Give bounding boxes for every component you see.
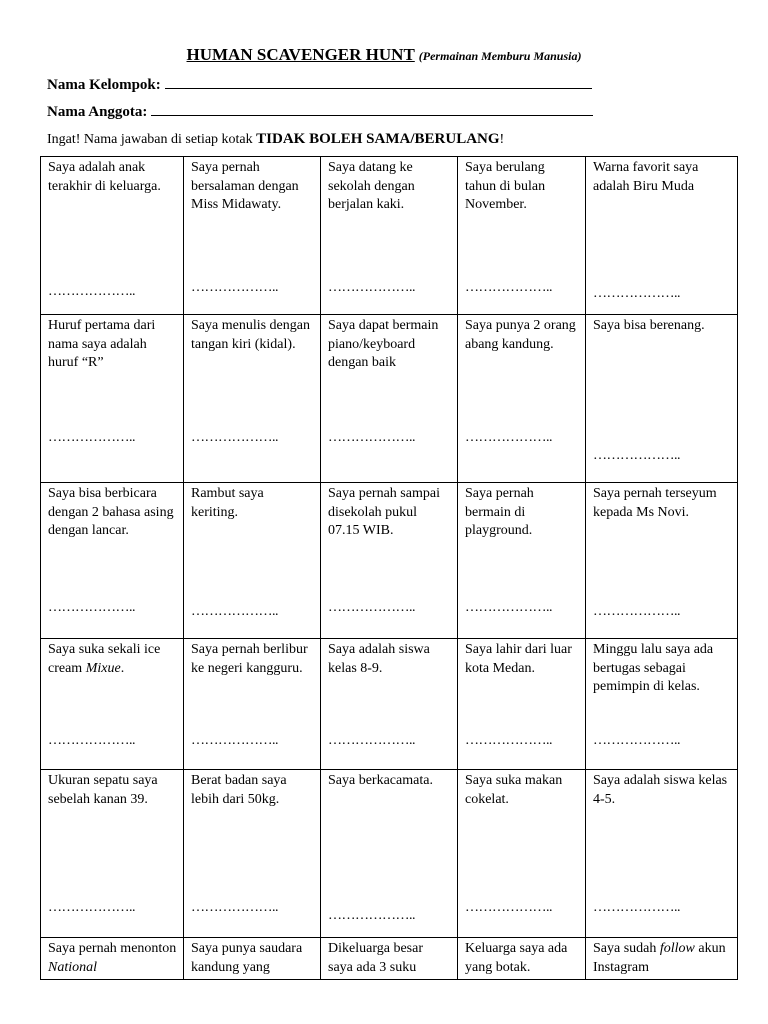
- members-label: Nama Anggota:: [47, 104, 148, 120]
- title-subtitle: (Permainan Memburu Manusia): [418, 49, 582, 63]
- grid-cell: [320, 314, 457, 482]
- grid-cell: [585, 937, 738, 980]
- grid-cell: [320, 937, 457, 980]
- cell-prompt: [48, 641, 177, 678]
- scavenger-grid: [40, 156, 738, 980]
- cell-prompt: Saya lahir dari luar kota Medan.: [465, 642, 572, 676]
- prompt-text: Saya suka sekali ice cream: [48, 642, 161, 676]
- grid-cell: [40, 314, 183, 482]
- cell-prompt: Saya pernah bermain di playground.: [465, 486, 534, 538]
- answer-line[interactable]: ………………..: [593, 286, 680, 301]
- answer-line[interactable]: ………………..: [191, 280, 278, 295]
- grid-cell: [40, 156, 183, 314]
- answer-line[interactable]: ………………..: [48, 284, 135, 299]
- grid-cell: [585, 156, 738, 314]
- cell-prompt: Saya pernah berlibur ke negeri kangguru.: [191, 642, 308, 676]
- answer-line[interactable]: ………………..: [465, 900, 552, 915]
- grid-cell: [457, 482, 585, 638]
- cell-prompt: Saya punya 2 orang abang kandung.: [465, 318, 576, 352]
- cell-prompt: Minggu lalu saya ada bertugas sebagai pemimpin di kelas.: [593, 642, 714, 694]
- cell-prompt: Saya pernah terseyum kepada Ms Novi.: [593, 486, 717, 520]
- answer-line[interactable]: ………………..: [191, 604, 278, 619]
- grid-cell: [457, 769, 585, 937]
- members-blank: [151, 103, 593, 116]
- prompt-emphasis: National: [48, 959, 98, 975]
- cell-prompt: Rambut saya keriting.: [191, 486, 264, 520]
- cell-prompt: Dikeluarga besar saya ada 3 suku: [328, 941, 423, 975]
- answer-line[interactable]: ………………..: [191, 733, 278, 748]
- prompt-emphasis: Mixue: [85, 660, 121, 676]
- grid-cell: [320, 156, 457, 314]
- grid-cell: [320, 482, 457, 638]
- prompt-text: Saya sudah: [593, 941, 660, 956]
- cell-prompt: Saya menulis dengan tangan kiri (kidal).: [191, 318, 310, 352]
- grid-cell: [40, 638, 183, 769]
- cell-prompt: Huruf pertama dari nama saya adalah huruf “R”: [48, 318, 156, 370]
- grid-cell: [183, 937, 320, 980]
- answer-line[interactable]: ………………..: [593, 604, 680, 619]
- cell-prompt: Saya adalah siswa kelas 4-5.: [593, 773, 728, 807]
- grid-cell: [183, 314, 320, 482]
- cell-prompt: Keluarga saya ada yang botak.: [465, 941, 568, 975]
- answer-line[interactable]: ………………..: [593, 900, 680, 915]
- cell-prompt: Saya dapat bermain piano/keyboard dengan baik: [328, 318, 439, 370]
- cell-prompt: Saya pernah bersalaman dengan Miss Midawaty.: [191, 160, 299, 212]
- cell-prompt: Saya adalah anak terakhir di keluarga.: [48, 160, 161, 194]
- cell-prompt: [48, 940, 177, 977]
- note-emphasis: TIDAK BOLEH SAMA/BERULANG: [256, 131, 500, 147]
- answer-line[interactable]: ………………..: [328, 600, 415, 615]
- answer-line[interactable]: ………………..: [465, 430, 552, 445]
- answer-line[interactable]: ………………..: [328, 733, 415, 748]
- instruction-note: [47, 131, 504, 148]
- note-prefix: Ingat! Nama jawaban di setiap kotak: [47, 132, 257, 147]
- answer-line[interactable]: ………………..: [328, 280, 415, 295]
- group-name-field: [47, 76, 592, 94]
- answer-line[interactable]: ………………..: [465, 733, 552, 748]
- answer-line[interactable]: ………………..: [593, 733, 680, 748]
- grid-cell: [40, 482, 183, 638]
- grid-cell: [183, 156, 320, 314]
- answer-line[interactable]: ………………..: [593, 448, 680, 463]
- cell-prompt: Berat badan saya lebih dari 50kg.: [191, 773, 287, 807]
- grid-cell: [40, 937, 183, 980]
- prompt-text: Saya pernah menonton: [48, 941, 177, 956]
- cell-prompt: Saya bisa berenang.: [593, 318, 705, 333]
- grid-cell: [320, 638, 457, 769]
- title-main: HUMAN SCAVENGER HUNT: [186, 45, 415, 64]
- grid-cell: [320, 769, 457, 937]
- grid-cell: [585, 638, 738, 769]
- answer-line[interactable]: ………………..: [191, 430, 278, 445]
- grid-cell: [457, 638, 585, 769]
- cell-prompt: Saya datang ke sekolah dengan berjalan kaki.: [328, 160, 415, 212]
- grid-cell: [585, 769, 738, 937]
- grid-cell: [183, 638, 320, 769]
- grid-cell: [457, 314, 585, 482]
- cell-prompt: [593, 940, 732, 977]
- note-suffix: !: [499, 132, 505, 147]
- answer-line[interactable]: ………………..: [48, 733, 135, 748]
- cell-prompt: Saya berulang tahun di bulan November.: [465, 160, 546, 212]
- group-name-blank: [165, 76, 592, 89]
- members-field: [47, 103, 593, 121]
- group-name-label: Nama Kelompok:: [47, 77, 161, 93]
- cell-prompt: Saya punya saudara kandung yang: [191, 941, 303, 975]
- grid-cell: [585, 482, 738, 638]
- answer-line[interactable]: ………………..: [328, 430, 415, 445]
- cell-prompt: Ukuran sepatu saya sebelah kanan 39.: [48, 773, 158, 807]
- answer-line[interactable]: ………………..: [465, 600, 552, 615]
- grid-cell: [40, 769, 183, 937]
- answer-line[interactable]: ………………..: [48, 430, 135, 445]
- grid-cell: [457, 937, 585, 980]
- grid-cell: [457, 156, 585, 314]
- grid-cell: [585, 314, 738, 482]
- grid-cell: [183, 769, 320, 937]
- cell-prompt: Saya pernah sampai disekolah pukul 07.15 WIB.: [328, 486, 440, 538]
- worksheet-title: [0, 45, 768, 65]
- cell-prompt: Saya bisa berbicara dengan 2 bahasa asing dengan lancar.: [48, 486, 174, 538]
- answer-line[interactable]: ………………..: [191, 900, 278, 915]
- cell-prompt: Saya suka makan cokelat.: [465, 773, 563, 807]
- cell-prompt: Saya berkacamata.: [328, 773, 433, 788]
- grid-cell: [183, 482, 320, 638]
- cell-prompt: Warna favorit saya adalah Biru Muda: [593, 160, 699, 194]
- prompt-text: .: [120, 660, 125, 676]
- answer-line[interactable]: ………………..: [48, 600, 135, 615]
- cell-prompt: Saya adalah siswa kelas 8-9.: [328, 642, 430, 676]
- answer-line[interactable]: ………………..: [328, 908, 415, 923]
- prompt-emphasis: follow: [659, 941, 695, 956]
- prompt-text: akun Instagram: [593, 941, 726, 975]
- answer-line[interactable]: ………………..: [48, 900, 135, 915]
- answer-line[interactable]: ………………..: [465, 280, 552, 295]
